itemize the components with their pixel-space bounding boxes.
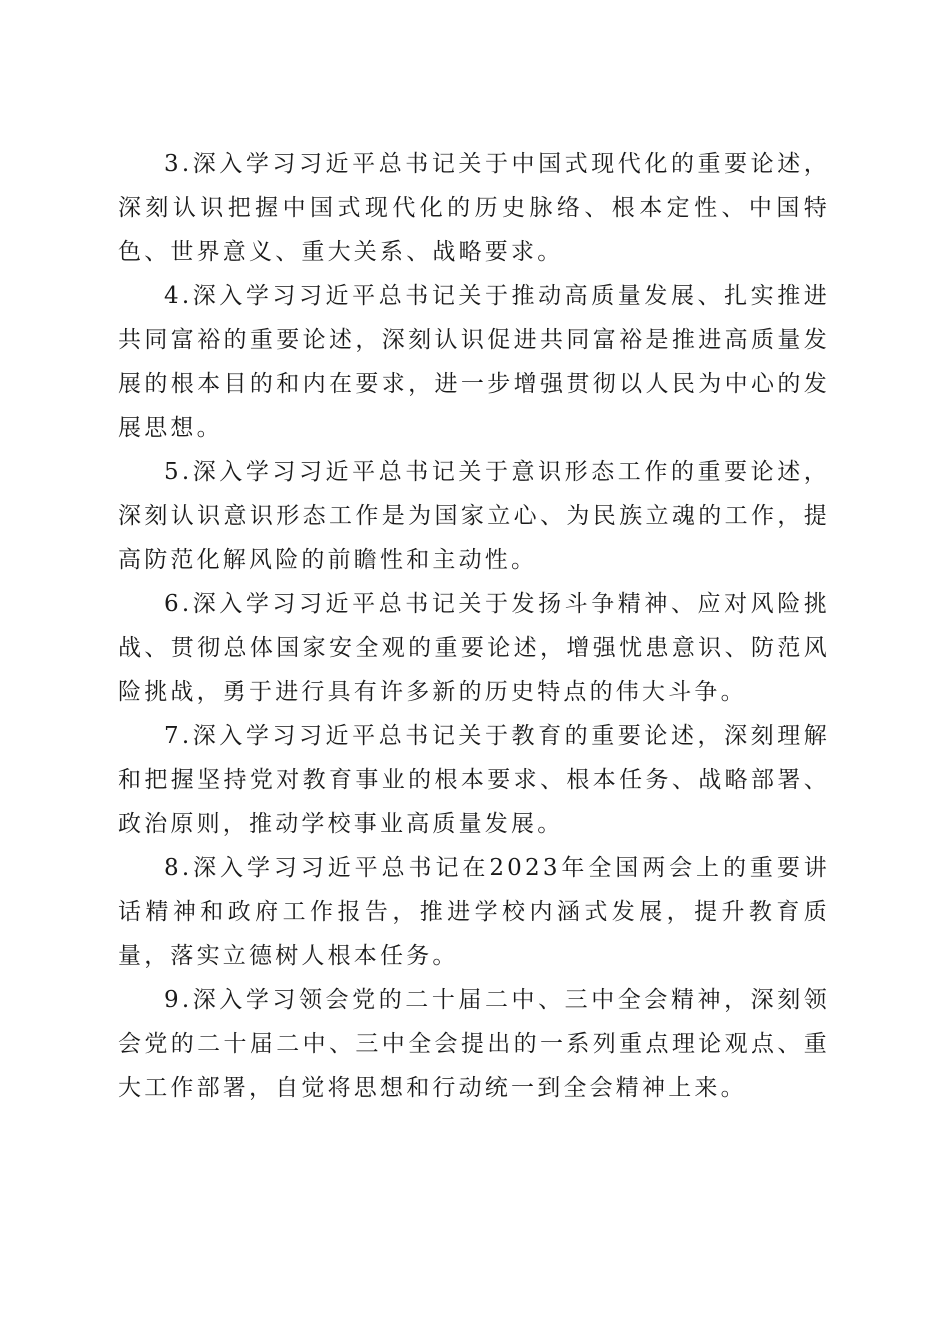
paragraph-item-8: 8.深入学习习近平总书记在2023年全国两会上的重要讲话精神和政府工作报告，推进学校内涵式发展，提升教育质量，落实立德树人根本任务。 — [118, 855, 830, 969]
paragraph-item-7: 7.深入学习习近平总书记关于教育的重要论述，深刻理解和把握坚持党对教育事业的根本要求、根本任务、战略部署、政治原则，推动学校事业高质量发展。 — [118, 723, 830, 837]
paragraph-item-6: 6.深入学习习近平总书记关于发扬斗争精神、应对风险挑战、贯彻总体国家安全观的重要论述，增强忧患意识、防范风险挑战，勇于进行具有许多新的历史特点的伟大斗争。 — [118, 591, 830, 705]
document-body — [118, 142, 830, 1110]
paragraph-item-9: 9.深入学习领会党的二十届二中、三中全会精神，深刻领会党的二十届二中、三中全会提出的一系列重点理论观点、重大工作部署，自觉将思想和行动统一到全会精神上来。 — [118, 987, 830, 1101]
paragraph-item-4: 4.深入学习习近平总书记关于推动高质量发展、扎实推进共同富裕的重要论述，深刻认识促进共同富裕是推进高质量发展的根本目的和内在要求，进一步增强贯彻以人民为中心的发展思想。 — [118, 283, 830, 441]
paragraph-item-5: 5.深入学习习近平总书记关于意识形态工作的重要论述，深刻认识意识形态工作是为国家立心、为民族立魂的工作，提高防范化解风险的前瞻性和主动性。 — [118, 459, 830, 573]
paragraph-item-3: 3.深入学习习近平总书记关于中国式现代化的重要论述，深刻认识把握中国式现代化的历史脉络、根本定性、中国特色、世界意义、重大关系、战略要求。 — [118, 151, 830, 265]
